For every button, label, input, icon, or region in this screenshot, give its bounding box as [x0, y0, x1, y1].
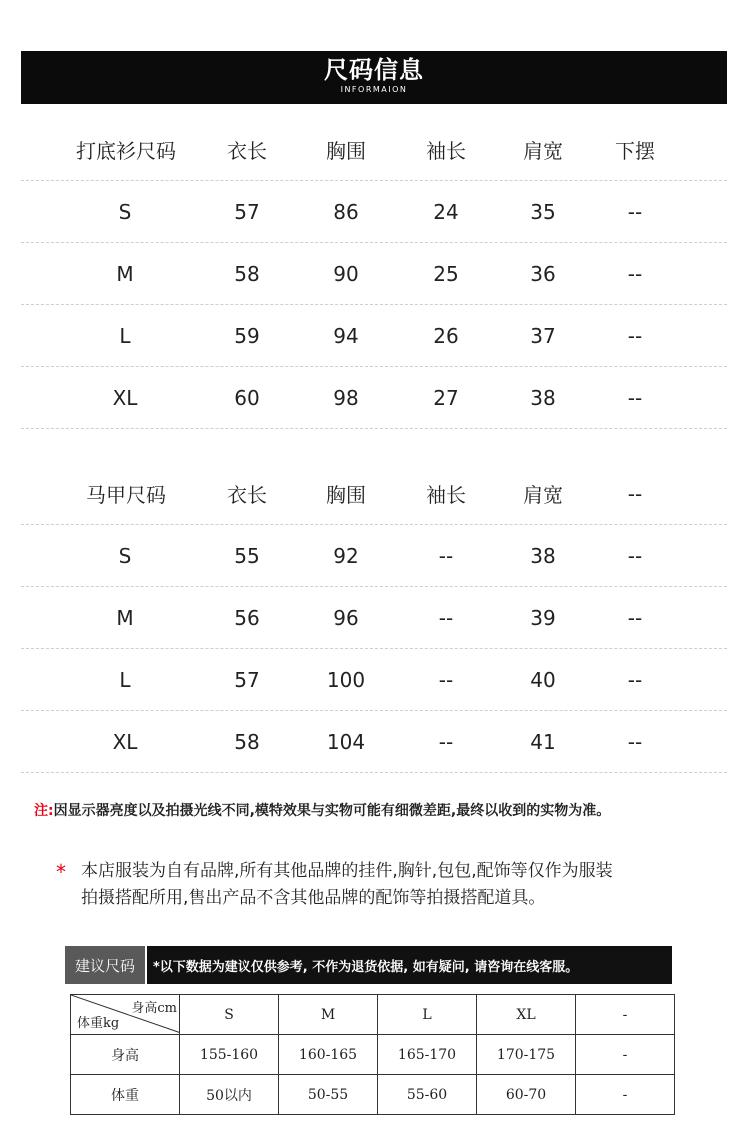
size-header-cell: L: [378, 995, 477, 1035]
shirt-size-table: [21, 119, 727, 429]
row-label: 体重: [71, 1075, 180, 1115]
table-cell: 90: [333, 261, 359, 286]
suggested-size-note: *以下数据为建议仅供参考, 不作为退货依据, 如有疑问, 请咨询在线客服。: [153, 959, 579, 975]
table-row: [21, 711, 727, 773]
table-cell: XL: [112, 385, 138, 410]
disclaimer-line: 拍摄搭配所用,售出产品不含其他品牌的配饰等拍摄搭配道具。: [81, 888, 546, 908]
banner-title: 尺码信息: [324, 56, 424, 84]
size-chart-header-row: [71, 995, 675, 1035]
table-row: [21, 243, 727, 305]
header-cell: 打底衫尺码: [76, 139, 176, 163]
table-cell: 38: [530, 385, 556, 410]
table-cell: 37: [530, 323, 556, 348]
table-row: [21, 305, 727, 367]
section-banner: [21, 51, 727, 104]
table-cell: 94: [333, 323, 359, 348]
header-cell: 袖长: [426, 483, 466, 507]
vest-size-table: [21, 463, 727, 773]
brand-disclaimer: [56, 858, 613, 912]
table-cell: 36: [530, 261, 556, 286]
header-cell: 肩宽: [523, 139, 563, 163]
header-cell: 下摆: [615, 139, 655, 163]
table-cell: S: [118, 199, 132, 224]
recommended-size-chart: [70, 994, 675, 1115]
display-note: [34, 800, 610, 820]
table-cell: 41: [530, 729, 556, 754]
size-header-cell: -: [576, 995, 675, 1035]
table-row: [21, 181, 727, 243]
table-cell: 58: [234, 729, 260, 754]
table-cell: L: [119, 323, 131, 348]
table-cell: 25: [433, 261, 459, 286]
banner-subtitle: INFORMAION: [340, 85, 408, 94]
table-cell: 92: [333, 543, 359, 568]
table-header-row: [21, 119, 727, 181]
table-cell: --: [627, 199, 643, 224]
table-cell: 38: [530, 543, 556, 568]
size-chart-cell: 170-175: [477, 1035, 576, 1075]
table-cell: 96: [333, 605, 359, 630]
header-cell: 胸围: [326, 139, 366, 163]
table-cell: 40: [530, 667, 556, 692]
table-cell: --: [438, 729, 454, 754]
corner-label-height: 身高cm: [131, 1001, 177, 1016]
note-text: 因显示器亮度以及拍摄光线不同,模特效果与实物可能有细微差距,最终以收到的实物为准。: [53, 803, 611, 819]
header-cell: 胸围: [326, 483, 366, 507]
table-cell: 56: [234, 605, 260, 630]
table-cell: 86: [333, 199, 359, 224]
table-cell: 55: [234, 543, 260, 568]
table-cell: 24: [433, 199, 459, 224]
size-chart-cell: -: [576, 1035, 675, 1075]
size-chart-cell: 160-165: [279, 1035, 378, 1075]
size-chart-cell: 155-160: [180, 1035, 279, 1075]
table-cell: L: [119, 667, 131, 692]
table-cell: --: [627, 543, 643, 568]
table-cell: 57: [234, 199, 260, 224]
row-label: 身高: [71, 1035, 180, 1075]
size-chart-cell: 50以内: [180, 1075, 279, 1115]
size-header-cell: M: [279, 995, 378, 1035]
table-cell: 57: [234, 667, 260, 692]
disclaimer-line: 本店服装为自有品牌,所有其他品牌的挂件,胸针,包包,配饰等仅作为服装: [81, 861, 613, 881]
table-row: [21, 525, 727, 587]
table-cell: XL: [112, 729, 138, 754]
size-chart-cell: 60-70: [477, 1075, 576, 1115]
asterisk-icon: *: [56, 860, 66, 884]
size-chart-row: [71, 1035, 675, 1075]
table-cell: --: [438, 543, 454, 568]
table-cell: --: [438, 605, 454, 630]
table-cell: S: [118, 543, 132, 568]
table-cell: --: [627, 605, 643, 630]
corner-label-weight: 体重kg: [77, 1016, 120, 1031]
table-header-row: [21, 463, 727, 525]
suggested-size-label: 建议尺码: [65, 946, 147, 984]
size-chart-cell: 50-55: [279, 1075, 378, 1115]
table-cell: --: [627, 729, 643, 754]
table-row: [21, 649, 727, 711]
table-cell: 100: [326, 667, 366, 692]
table-cell: 58: [234, 261, 260, 286]
size-chart-row: [71, 1075, 675, 1115]
size-chart-cell: 165-170: [378, 1035, 477, 1075]
size-header-cell: S: [180, 995, 279, 1035]
table-cell: 60: [234, 385, 260, 410]
table-cell: --: [438, 667, 454, 692]
table-cell: --: [627, 323, 643, 348]
suggested-size-bar: [65, 946, 672, 984]
table-cell: --: [627, 385, 643, 410]
table-row: [21, 587, 727, 649]
table-cell: 39: [530, 605, 556, 630]
header-cell: 衣长: [227, 139, 267, 163]
header-cell: 袖长: [426, 139, 466, 163]
header-cell: --: [627, 481, 643, 506]
header-cell: 衣长: [227, 483, 267, 507]
table-cell: M: [116, 261, 134, 286]
header-cell: 马甲尺码: [86, 483, 166, 507]
table-cell: 26: [433, 323, 459, 348]
table-cell: 59: [234, 323, 260, 348]
table-cell: --: [627, 667, 643, 692]
table-cell: 35: [530, 199, 556, 224]
table-cell: 98: [333, 385, 359, 410]
table-cell: --: [627, 261, 643, 286]
table-cell: M: [116, 605, 134, 630]
size-header-cell: XL: [477, 995, 576, 1035]
table-cell: 27: [433, 385, 459, 410]
table-cell: 104: [326, 729, 366, 754]
size-chart-cell: -: [576, 1075, 675, 1115]
corner-cell: [71, 995, 180, 1035]
header-cell: 肩宽: [523, 483, 563, 507]
size-chart-cell: 55-60: [378, 1075, 477, 1115]
note-prefix: 注:: [34, 803, 54, 819]
table-row: [21, 367, 727, 429]
